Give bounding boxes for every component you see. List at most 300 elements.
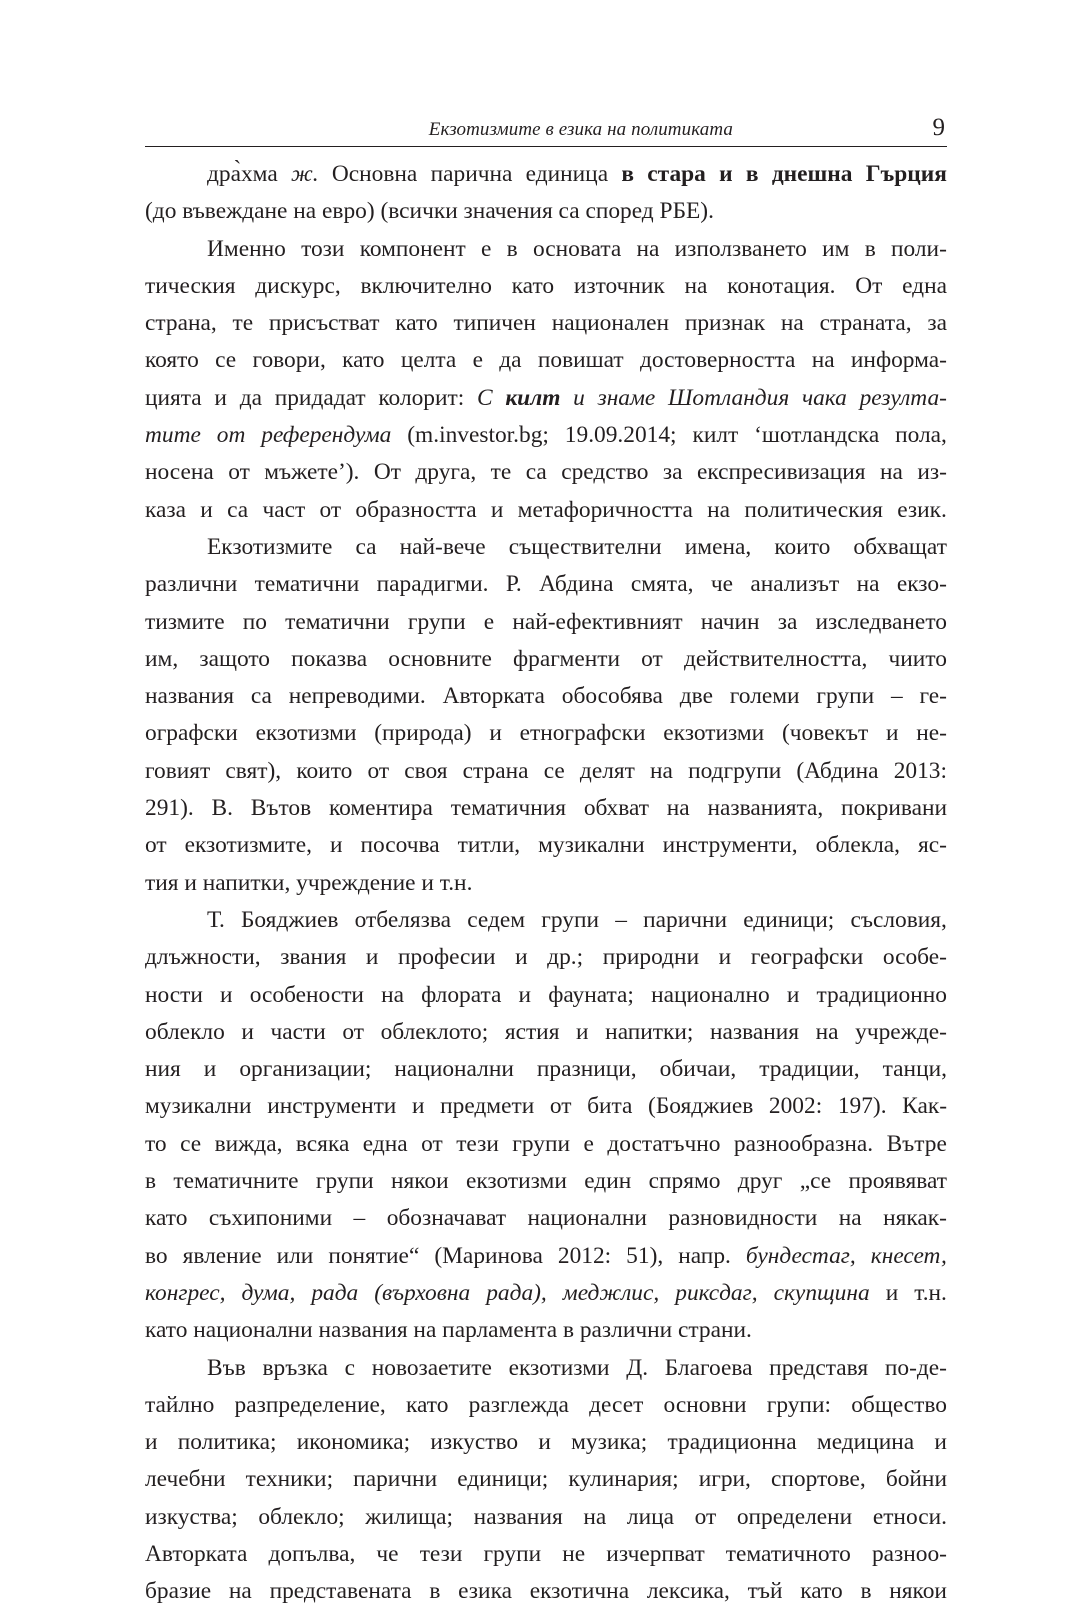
text-segment: музикални	[145, 1093, 252, 1120]
text-segment: групи	[407, 608, 466, 635]
text-segment: езика	[458, 1578, 512, 1605]
text-segment: които	[774, 533, 831, 560]
text-segment: и	[719, 161, 733, 187]
text-segment: групи	[541, 906, 599, 933]
text-line	[145, 1573, 947, 1610]
text-segment: во	[145, 1242, 168, 1269]
text-segment: обхващат	[853, 533, 947, 560]
text-segment: по-де-	[884, 1354, 947, 1381]
text-segment: и	[786, 981, 800, 1008]
running-header-title: Екзотизмите в езика на политиката	[428, 119, 733, 140]
text-segment: Гърция	[865, 161, 947, 187]
text-segment: инструменти,	[662, 832, 798, 859]
text-segment: в	[745, 161, 759, 187]
text-segment: игри,	[698, 1466, 751, 1493]
text-segment: национални	[527, 1205, 647, 1232]
text-segment: В.	[211, 795, 233, 822]
text-segment: (природа)	[374, 720, 472, 747]
text-segment: Р.	[505, 571, 522, 598]
text-segment: основните	[388, 645, 492, 672]
text-segment: съществителни	[508, 533, 662, 560]
text-line	[145, 1461, 947, 1498]
text-segment: разноо-	[871, 1540, 947, 1567]
text-segment: рада	[311, 1279, 359, 1306]
text-line	[145, 753, 947, 790]
text-segment: обхват	[583, 795, 649, 822]
text-segment: някак-	[883, 1205, 947, 1232]
text-segment: –	[615, 906, 627, 933]
text-segment: общество	[851, 1391, 947, 1418]
text-line	[145, 268, 947, 305]
text-segment: в	[145, 1168, 157, 1195]
text-segment: на	[838, 1205, 862, 1232]
text-segment: дискурс,	[255, 272, 341, 299]
text-segment: облекло;	[258, 1503, 345, 1530]
text-segment: географски	[750, 944, 864, 971]
text-segment: колорит:	[378, 384, 465, 411]
text-line	[145, 1387, 947, 1424]
text-segment: придадат	[274, 384, 366, 411]
text-segment: конотация.	[727, 272, 836, 299]
text-segment: им,	[145, 645, 179, 672]
text-segment: облеклото;	[380, 1018, 489, 1045]
text-segment: учрежде-	[855, 1018, 947, 1045]
text-line	[145, 790, 947, 827]
text-segment: смята,	[630, 571, 694, 598]
text-segment: политическия	[744, 496, 883, 523]
text-line	[145, 1275, 947, 1312]
text-segment: напр.	[678, 1242, 731, 1269]
text-segment: като	[800, 1578, 843, 1605]
text-segment: целта	[400, 347, 457, 374]
text-segment: се	[215, 347, 237, 374]
text-segment: новозаетите	[371, 1354, 492, 1381]
text-segment: на	[583, 1503, 607, 1530]
text-segment: връзка	[262, 1354, 328, 1381]
text-segment: особености	[249, 981, 364, 1008]
text-segment: титли,	[457, 832, 521, 859]
text-segment: на	[856, 571, 880, 598]
text-segment: екзо-	[896, 571, 947, 598]
text-segment: са	[355, 533, 377, 560]
text-segment: единици;	[457, 1466, 549, 1493]
text-segment: тематични	[254, 571, 360, 598]
text-segment: названия	[710, 1018, 800, 1045]
text-segment: –	[890, 683, 903, 710]
text-segment: включително	[360, 272, 492, 299]
text-line	[145, 529, 947, 566]
text-segment: метафоричността	[517, 496, 693, 523]
text-segment: в	[506, 235, 518, 262]
text-line	[145, 939, 947, 976]
text-segment: дума,	[241, 1279, 296, 1306]
text-segment: те	[232, 310, 254, 337]
text-line	[145, 1499, 947, 1536]
text-segment: килт	[692, 422, 739, 449]
text-segment: съсловия,	[850, 906, 947, 933]
text-line	[145, 454, 947, 491]
text-segment: в	[621, 161, 635, 187]
text-segment: напитки;	[605, 1018, 694, 1045]
text-segment: за	[777, 608, 798, 635]
text-segment: облекло	[145, 1018, 225, 1045]
text-segment: названия	[145, 683, 235, 710]
text-segment: обичаи,	[659, 1056, 737, 1083]
text-segment: лечебни	[145, 1466, 226, 1493]
text-segment: днешна	[771, 161, 853, 187]
text-line	[145, 492, 947, 529]
text-segment: говори,	[252, 347, 326, 374]
text-segment: типичен	[453, 310, 536, 337]
text-segment: и	[489, 720, 502, 747]
text-line	[145, 1051, 947, 1088]
text-segment: конгрес,	[145, 1279, 226, 1306]
text-segment: информа-	[850, 347, 947, 374]
text-segment: чака	[801, 384, 847, 411]
text-segment: От	[855, 272, 883, 299]
text-segment: и	[573, 384, 585, 411]
text-segment: Авторката	[442, 683, 545, 710]
page-number: 9	[932, 114, 945, 141]
text-segment: ж.	[290, 161, 319, 187]
text-line	[145, 1163, 947, 1200]
text-segment: яс-	[917, 832, 947, 859]
text-segment: друга,	[415, 459, 477, 486]
text-segment: икономика;	[296, 1429, 411, 1456]
text-segment: начин	[700, 608, 760, 635]
text-segment: анализът	[750, 571, 840, 598]
text-line	[145, 417, 947, 454]
text-line	[145, 1238, 947, 1275]
text-segment: и	[220, 981, 233, 1008]
text-segment: традиционна	[667, 1429, 797, 1456]
text-segment: този	[301, 235, 345, 262]
text-segment: всяка	[295, 1130, 350, 1157]
text-segment: Бояджиев	[241, 906, 339, 933]
text-segment: десет	[589, 1391, 644, 1418]
text-segment: или	[276, 1242, 314, 1269]
text-segment: от	[228, 459, 250, 486]
text-segment: танци,	[882, 1056, 947, 1083]
text-segment: от	[694, 1503, 717, 1530]
text-segment: знаме	[597, 384, 656, 411]
text-segment: някои	[889, 1578, 947, 1605]
text-segment: тези	[456, 1130, 499, 1157]
text-segment: най-ефективният	[512, 608, 683, 635]
text-segment: Благоева	[664, 1354, 753, 1381]
text-segment: и	[241, 1018, 254, 1045]
text-segment: изследването	[815, 608, 947, 635]
text-line	[145, 1350, 947, 1387]
text-segment: политика;	[177, 1429, 277, 1456]
text-segment: посочва	[360, 832, 440, 859]
text-segment: традиции,	[759, 1056, 860, 1083]
text-segment: Вътов	[250, 795, 312, 822]
text-line	[145, 1014, 947, 1051]
text-segment: екзотизми	[255, 720, 357, 747]
text-line	[145, 193, 947, 230]
text-segment: Вътре	[886, 1130, 947, 1157]
text-segment: в	[860, 1578, 872, 1605]
text-line	[145, 902, 947, 939]
text-segment: с	[344, 1354, 356, 1381]
text-segment: др.;	[547, 944, 584, 971]
text-segment: представя	[769, 1354, 869, 1381]
text-segment: експресивизация	[696, 459, 866, 486]
text-segment: компонент	[359, 235, 466, 262]
text-segment: лица	[626, 1503, 674, 1530]
text-segment: бойни	[885, 1466, 947, 1493]
text-segment: тическия	[145, 272, 236, 299]
text-segment: резулта-	[859, 384, 947, 411]
text-segment: от	[319, 496, 342, 523]
text-segment: облекла,	[815, 832, 900, 859]
text-segment: чиито	[888, 645, 947, 672]
text-segment: бита	[587, 1093, 633, 1120]
text-line	[145, 865, 947, 902]
text-segment: като	[406, 1391, 449, 1418]
text-segment: тематичното	[725, 1540, 851, 1567]
text-segment: екзотична	[529, 1578, 630, 1605]
text-line	[145, 1126, 947, 1163]
text-segment: названията,	[707, 795, 824, 822]
text-segment: изкуства;	[145, 1503, 238, 1530]
text-segment: на	[666, 795, 690, 822]
text-segment: изкуство	[430, 1429, 519, 1456]
text-segment: Във	[207, 1354, 246, 1381]
text-segment: непреводими.	[288, 683, 426, 710]
text-segment: големи	[729, 683, 800, 710]
text-segment: говият	[145, 757, 211, 784]
text-segment: 2013:	[893, 757, 947, 784]
text-segment: за	[927, 310, 947, 337]
text-segment: и	[934, 1429, 947, 1456]
text-segment: национални	[394, 1056, 514, 1083]
text-segment: един	[584, 1168, 632, 1195]
text-segment: повишат	[537, 347, 624, 374]
text-segment: и	[214, 384, 227, 411]
text-segment: (m.investor.bg;	[407, 422, 549, 449]
text-segment: Авторката	[145, 1540, 248, 1567]
text-segment: показва	[291, 645, 368, 672]
text-segment: че	[710, 571, 734, 598]
text-segment: мъжете’).	[264, 459, 360, 486]
text-segment: кнесет,	[870, 1242, 947, 1269]
text-line	[145, 1200, 947, 1237]
text-segment: да	[499, 347, 522, 374]
text-segment: 19.09.2014;	[564, 422, 677, 449]
text-segment: им	[822, 235, 850, 262]
text-segment: организации;	[239, 1056, 372, 1083]
text-line	[145, 342, 947, 379]
text-segment: и	[885, 1279, 899, 1306]
text-segment: особе-	[882, 944, 947, 971]
text-segment: рада),	[486, 1279, 547, 1306]
text-segment: признак	[684, 310, 766, 337]
text-segment: екзотизмите,	[184, 832, 312, 859]
text-segment: фрагменти	[513, 645, 620, 672]
text-line	[145, 1536, 947, 1573]
text-segment: пола,	[895, 422, 947, 449]
text-segment: по	[242, 608, 267, 635]
text-segment: групи	[483, 1540, 542, 1567]
text-segment: на	[811, 347, 835, 374]
text-segment: длъжности,	[145, 944, 261, 971]
text-segment: вижда,	[214, 1130, 283, 1157]
text-segment: професии	[398, 944, 496, 971]
text-segment: празници,	[536, 1056, 637, 1083]
text-segment: (Бояджиев	[648, 1093, 754, 1120]
text-segment: инструменти	[267, 1093, 397, 1120]
text-segment: защото	[199, 645, 270, 672]
text-segment: тематичния	[450, 795, 567, 822]
text-segment: различни	[145, 571, 238, 598]
text-segment: фауната;	[548, 981, 634, 1008]
text-segment: определени	[736, 1503, 853, 1530]
text-segment: че	[376, 1540, 399, 1567]
text-segment: килт	[505, 384, 561, 411]
text-segment: са	[525, 459, 547, 486]
text-segment: най-вече	[399, 533, 486, 560]
text-segment: на	[381, 981, 404, 1008]
text-segment: подгрупи	[688, 757, 782, 784]
text-segment: спортове,	[770, 1466, 866, 1493]
text-segment: групи	[315, 1168, 374, 1195]
text-segment: Д.	[626, 1354, 649, 1381]
text-segment: страната,	[819, 310, 912, 337]
text-segment: Т.	[207, 906, 225, 933]
text-segment: жилища;	[365, 1503, 454, 1530]
text-segment: друг	[737, 1168, 783, 1195]
text-segment: основни	[663, 1391, 747, 1418]
text-segment: Основна	[331, 161, 418, 187]
text-segment: От	[373, 459, 401, 486]
text-segment: тематичните	[173, 1168, 299, 1195]
text-segment: тези	[419, 1540, 463, 1567]
text-segment: на	[815, 1018, 839, 1045]
text-segment: музика;	[571, 1429, 648, 1456]
text-line	[145, 827, 947, 864]
text-segment: национален	[551, 310, 670, 337]
text-segment: обособява	[561, 683, 663, 710]
text-segment: 291).	[145, 795, 194, 822]
text-segment: се	[543, 757, 565, 784]
text-segment: език.	[897, 496, 947, 523]
text-segment: са	[227, 496, 249, 523]
text-segment: 2002:	[768, 1093, 823, 1120]
text-segment: групи	[512, 1130, 571, 1157]
text-segment: ности	[145, 981, 203, 1008]
text-segment: образността	[355, 496, 477, 523]
text-segment: каза	[145, 496, 187, 523]
text-segment: да	[239, 384, 262, 411]
text-segment: разглежда	[468, 1391, 569, 1418]
text-segment: (върховна	[374, 1279, 471, 1306]
running-header	[145, 114, 947, 147]
text-segment: една	[902, 272, 947, 299]
text-segment: 2012:	[557, 1242, 612, 1269]
text-segment: названия	[473, 1503, 563, 1530]
text-segment: тите	[145, 422, 201, 449]
text-segment: бундестаг,	[745, 1242, 856, 1269]
text-segment: на	[684, 272, 708, 299]
text-segment: обозначават	[386, 1205, 507, 1232]
text-segment: риксдаг,	[675, 1279, 758, 1306]
text-segment: 197).	[837, 1093, 887, 1120]
text-segment: ‘шотландска	[754, 422, 880, 449]
text-segment: които	[296, 757, 353, 784]
text-segment: (до въвеждане на евро) (всички значения са според РБЕ).	[145, 198, 714, 225]
text-segment: из-	[917, 459, 947, 486]
text-segment: тия и напитки, учреждение и т.н.	[145, 869, 473, 896]
text-segment: средство	[561, 459, 649, 486]
text-line	[145, 156, 947, 193]
text-segment: в	[864, 235, 876, 262]
text-line	[145, 604, 947, 641]
text-segment: скупщина	[773, 1279, 870, 1306]
text-segment: на	[228, 1578, 252, 1605]
text-segment: покривани	[841, 795, 947, 822]
text-segment: изчерпват	[606, 1540, 705, 1567]
text-segment: в	[429, 1578, 441, 1605]
text-segment: и	[538, 1429, 551, 1456]
text-segment: (Маринова	[434, 1242, 543, 1269]
text-segment: страна,	[145, 310, 217, 337]
text-segment: действителността,	[683, 645, 868, 672]
text-segment: части	[270, 1018, 326, 1045]
text-segment: на	[707, 496, 731, 523]
text-segment: като	[511, 272, 555, 299]
text-segment: от	[549, 1093, 572, 1120]
text-segment: носена	[145, 459, 214, 486]
text-segment: съхипоними	[208, 1205, 333, 1232]
text-segment: източник	[573, 272, 665, 299]
text-segment: референдума	[261, 422, 392, 449]
text-segment: тематични	[285, 608, 390, 635]
text-segment: и	[718, 944, 732, 971]
text-segment: като национални названия на парламента в различни страни.	[145, 1317, 752, 1344]
text-segment: национално	[651, 981, 770, 1008]
text-segment: е	[583, 1130, 594, 1157]
text-segment: отбелязва	[354, 906, 452, 933]
text-segment: и	[518, 981, 532, 1008]
text-segment: С	[476, 384, 493, 411]
text-segment: и	[885, 720, 899, 747]
text-segment: не	[562, 1540, 586, 1567]
text-segment: страна	[462, 757, 529, 784]
text-segment: тизмите	[145, 608, 225, 635]
text-segment: основата	[532, 235, 622, 262]
text-segment: коментира	[328, 795, 433, 822]
text-segment: музикални	[538, 832, 645, 859]
text-segment: е	[472, 347, 483, 374]
text-line	[145, 1088, 947, 1125]
text-segment: парични	[643, 906, 728, 933]
text-line	[145, 715, 947, 752]
text-segment: от	[421, 1130, 443, 1157]
text-line	[145, 231, 947, 268]
text-segment: достоверността	[639, 347, 796, 374]
text-segment: и	[490, 496, 504, 523]
text-segment: не-	[916, 720, 947, 747]
text-segment: ге-	[919, 683, 947, 710]
text-segment: част	[262, 496, 306, 523]
text-segment: традиционно	[816, 981, 947, 1008]
text-segment: екзотизми	[465, 1168, 567, 1195]
text-segment: парични	[353, 1466, 438, 1493]
text-segment: свят),	[225, 757, 282, 784]
text-segment: групи	[816, 683, 875, 710]
